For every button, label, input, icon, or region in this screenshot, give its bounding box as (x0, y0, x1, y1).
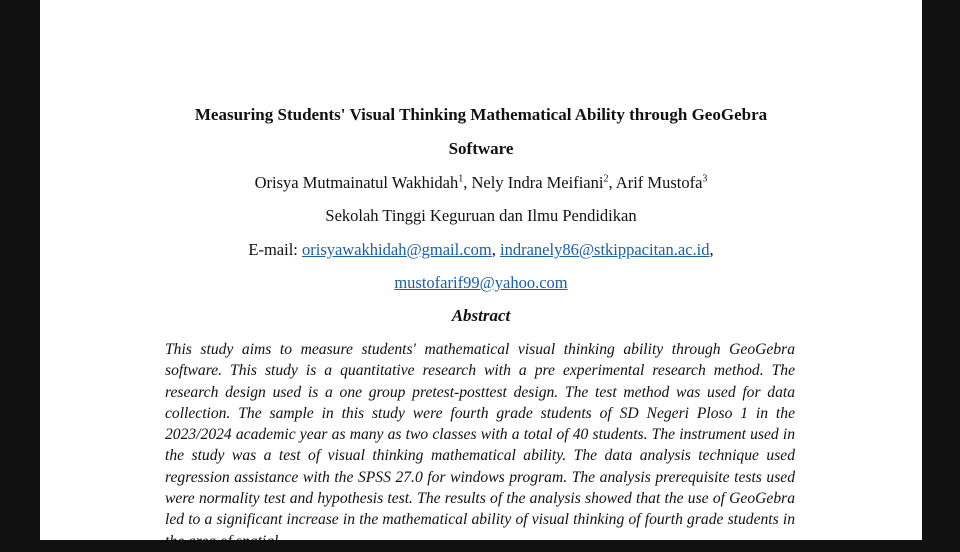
author-separator: , (608, 173, 616, 192)
author-name: Nely Indra Meifiani (471, 173, 604, 192)
right-margin-bar (922, 0, 960, 540)
email-line (40, 240, 922, 260)
author-affiliation-mark: 3 (702, 173, 708, 185)
document-page (40, 0, 922, 550)
email-link-3[interactable]: mustofarif99@yahoo.com (394, 273, 568, 292)
email-link-1[interactable]: orisyawakhidah@gmail.com (301, 240, 492, 259)
author-list (40, 173, 922, 193)
author-name: Orisya Mutmainatul Wakhidah (254, 173, 459, 192)
paper-title-line-1: Measuring Students' Visual Thinking Mathematical Ability through GeoGebra (194, 105, 768, 124)
author-separator: , (463, 173, 472, 192)
email-separator: , (491, 240, 501, 259)
email-line-2 (40, 273, 922, 293)
email-link-2[interactable]: indranely86@stkippacitan.ac.id (500, 240, 710, 259)
affiliation: Sekolah Tinggi Keguruan dan Ilmu Pendidikan (325, 206, 637, 225)
author-affiliation-mark: 2 (603, 173, 609, 185)
abstract-heading: Abstract (451, 306, 511, 325)
email-label: E-mail: (248, 240, 302, 259)
abstract-body: This study aims to measure students' mathematical visual thinking ability through GeoGebra software. This study is a quantitative research with a pre experimental research method. The research design used is a one group pretest-posttest design. The test method was used for data collection. The sample in this study were fourth grade students of SD Negeri Ploso 1 in the 2023/2024 academic year as many as two classes with a total of 40 students. The instrument used in the study was a test of visual thinking mathematical ability. The data analysis technique used regression assistance with the SPSS 27.0 for windows program. The analysis prerequisite tests used were normality test and hypothesis test. The results of the analysis showed that the use of GeoGebra led to a significant increase in the mathematical ability of visual thinking of fourth grade students in the area of spatial (165, 341, 795, 550)
paper-title-line-2: Software (448, 139, 514, 158)
email-separator: , (709, 240, 714, 259)
author-name: Arif Mustofa (615, 173, 703, 192)
author-affiliation-mark: 1 (458, 173, 464, 185)
left-margin-bar (0, 0, 40, 540)
